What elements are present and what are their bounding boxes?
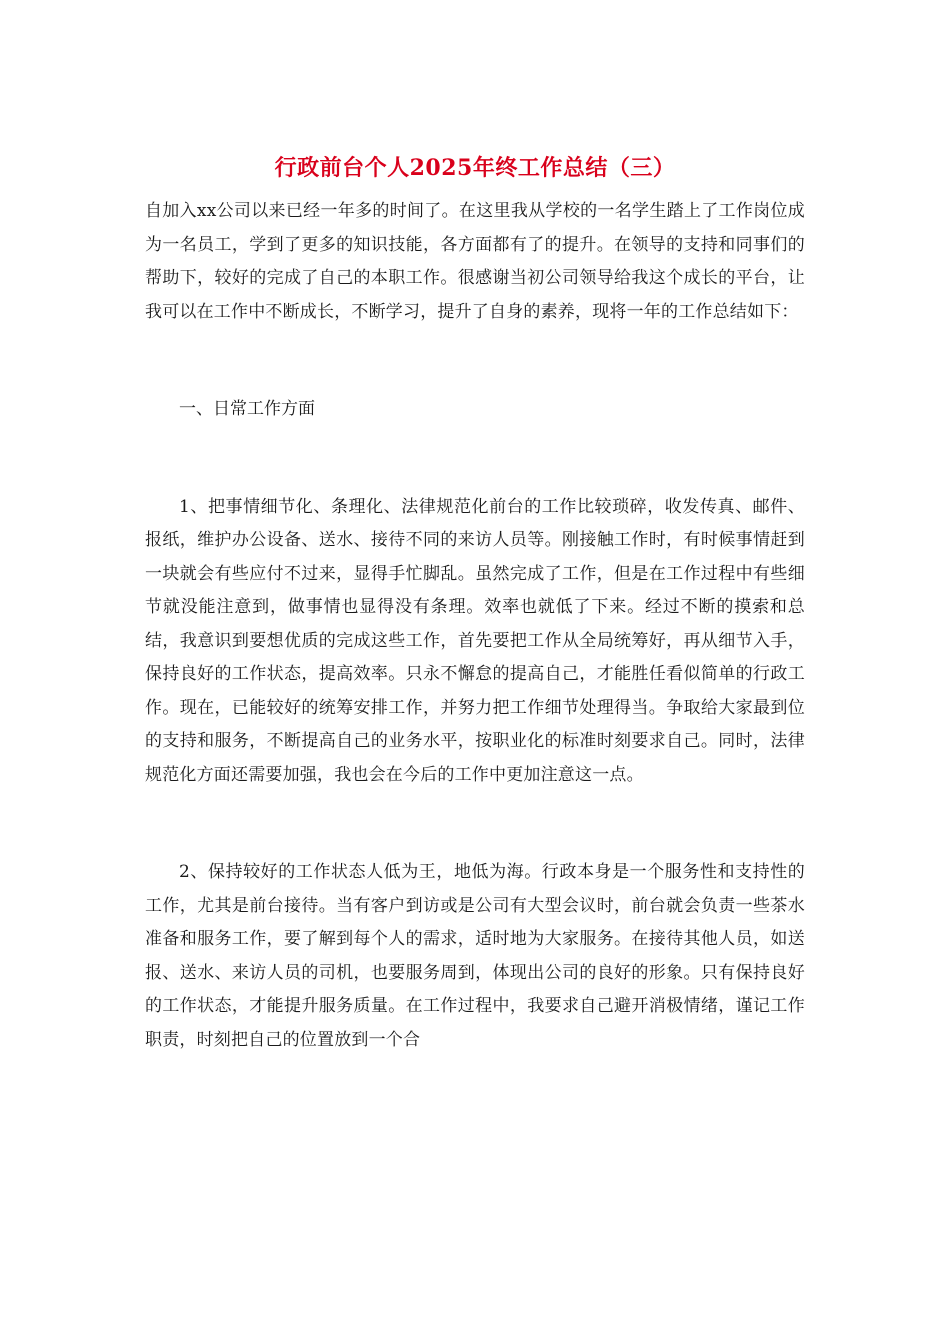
- intro-paragraph: 自加入xx公司以来已经一年多的时间了。在这里我从学校的一名学生踏上了工作岗位成为一名员工，学到了更多的知识技能，各方面都有了的提升。在领导的支持和同事们的帮助下，较好的完成了自己的本职工作。很感谢当初公司领导给我这个成长的平台，让我可以在工作中不断成长，不断学习，提升了自身的素养，现将一年的工作总结如下：: [145, 201, 805, 322]
- numbered-paragraph-1: 1、把事情细节化、条理化、法律规范化前台的工作比较琐碎，收发传真、邮件、报纸，维护办公设备、送水、接待不同的来访人员等。刚接触工作时，有时候事情赶到一块就会有些应付不过来，显得手忙脚乱。虽然完成了工作，但是在工作过程中有些细节就没能注意到，做事情也显得没有条理。效率也就低了下来。经过不断的摸索和总结，我意识到要想优质的完成这些工作，首先要把工作从全局统筹好，再从细节入手，保持良好的工作状态，提高效率。只永不懈怠的提高自己，才能胜任看似简单的行政工作。现在，已能较好的统筹安排工作，并努力把工作细节处理得当。争取给大家最到位的支持和服务，不断提高自己的业务水平，按职业化的标准时刻要求自己。同时，法律规范化方面还需要加强，我也会在今后的工作中更加注意这一点。: [145, 496, 805, 785]
- spacer: [145, 792, 805, 856]
- numbered-paragraph-2: 2、保持较好的工作状态人低为王，地低为海。行政本身是一个服务性和支持性的工作，尤其是前台接待。当有客户到访或是公司有大型会议时，前台就会负责一些茶水准备和服务工作，要了解到每个人的需求，适时地为大家服务。在接待其他人员，如送报、送水、来访人员的司机，也要服务周到，体现出公司的良好的形象。只有保持良好的工作状态，才能提升服务质量。在工作过程中，我要求自己避开消极情绪，谨记工作职责，时刻把自己的位置放到一个合: [145, 862, 805, 1050]
- document-title: 行政前台个人2025年终工作总结（三）: [274, 155, 676, 181]
- spacer: [145, 329, 805, 393]
- document-body: [145, 195, 805, 1057]
- section-heading-daily-work: 一、日常工作方面: [179, 399, 315, 419]
- spacer: [145, 427, 805, 491]
